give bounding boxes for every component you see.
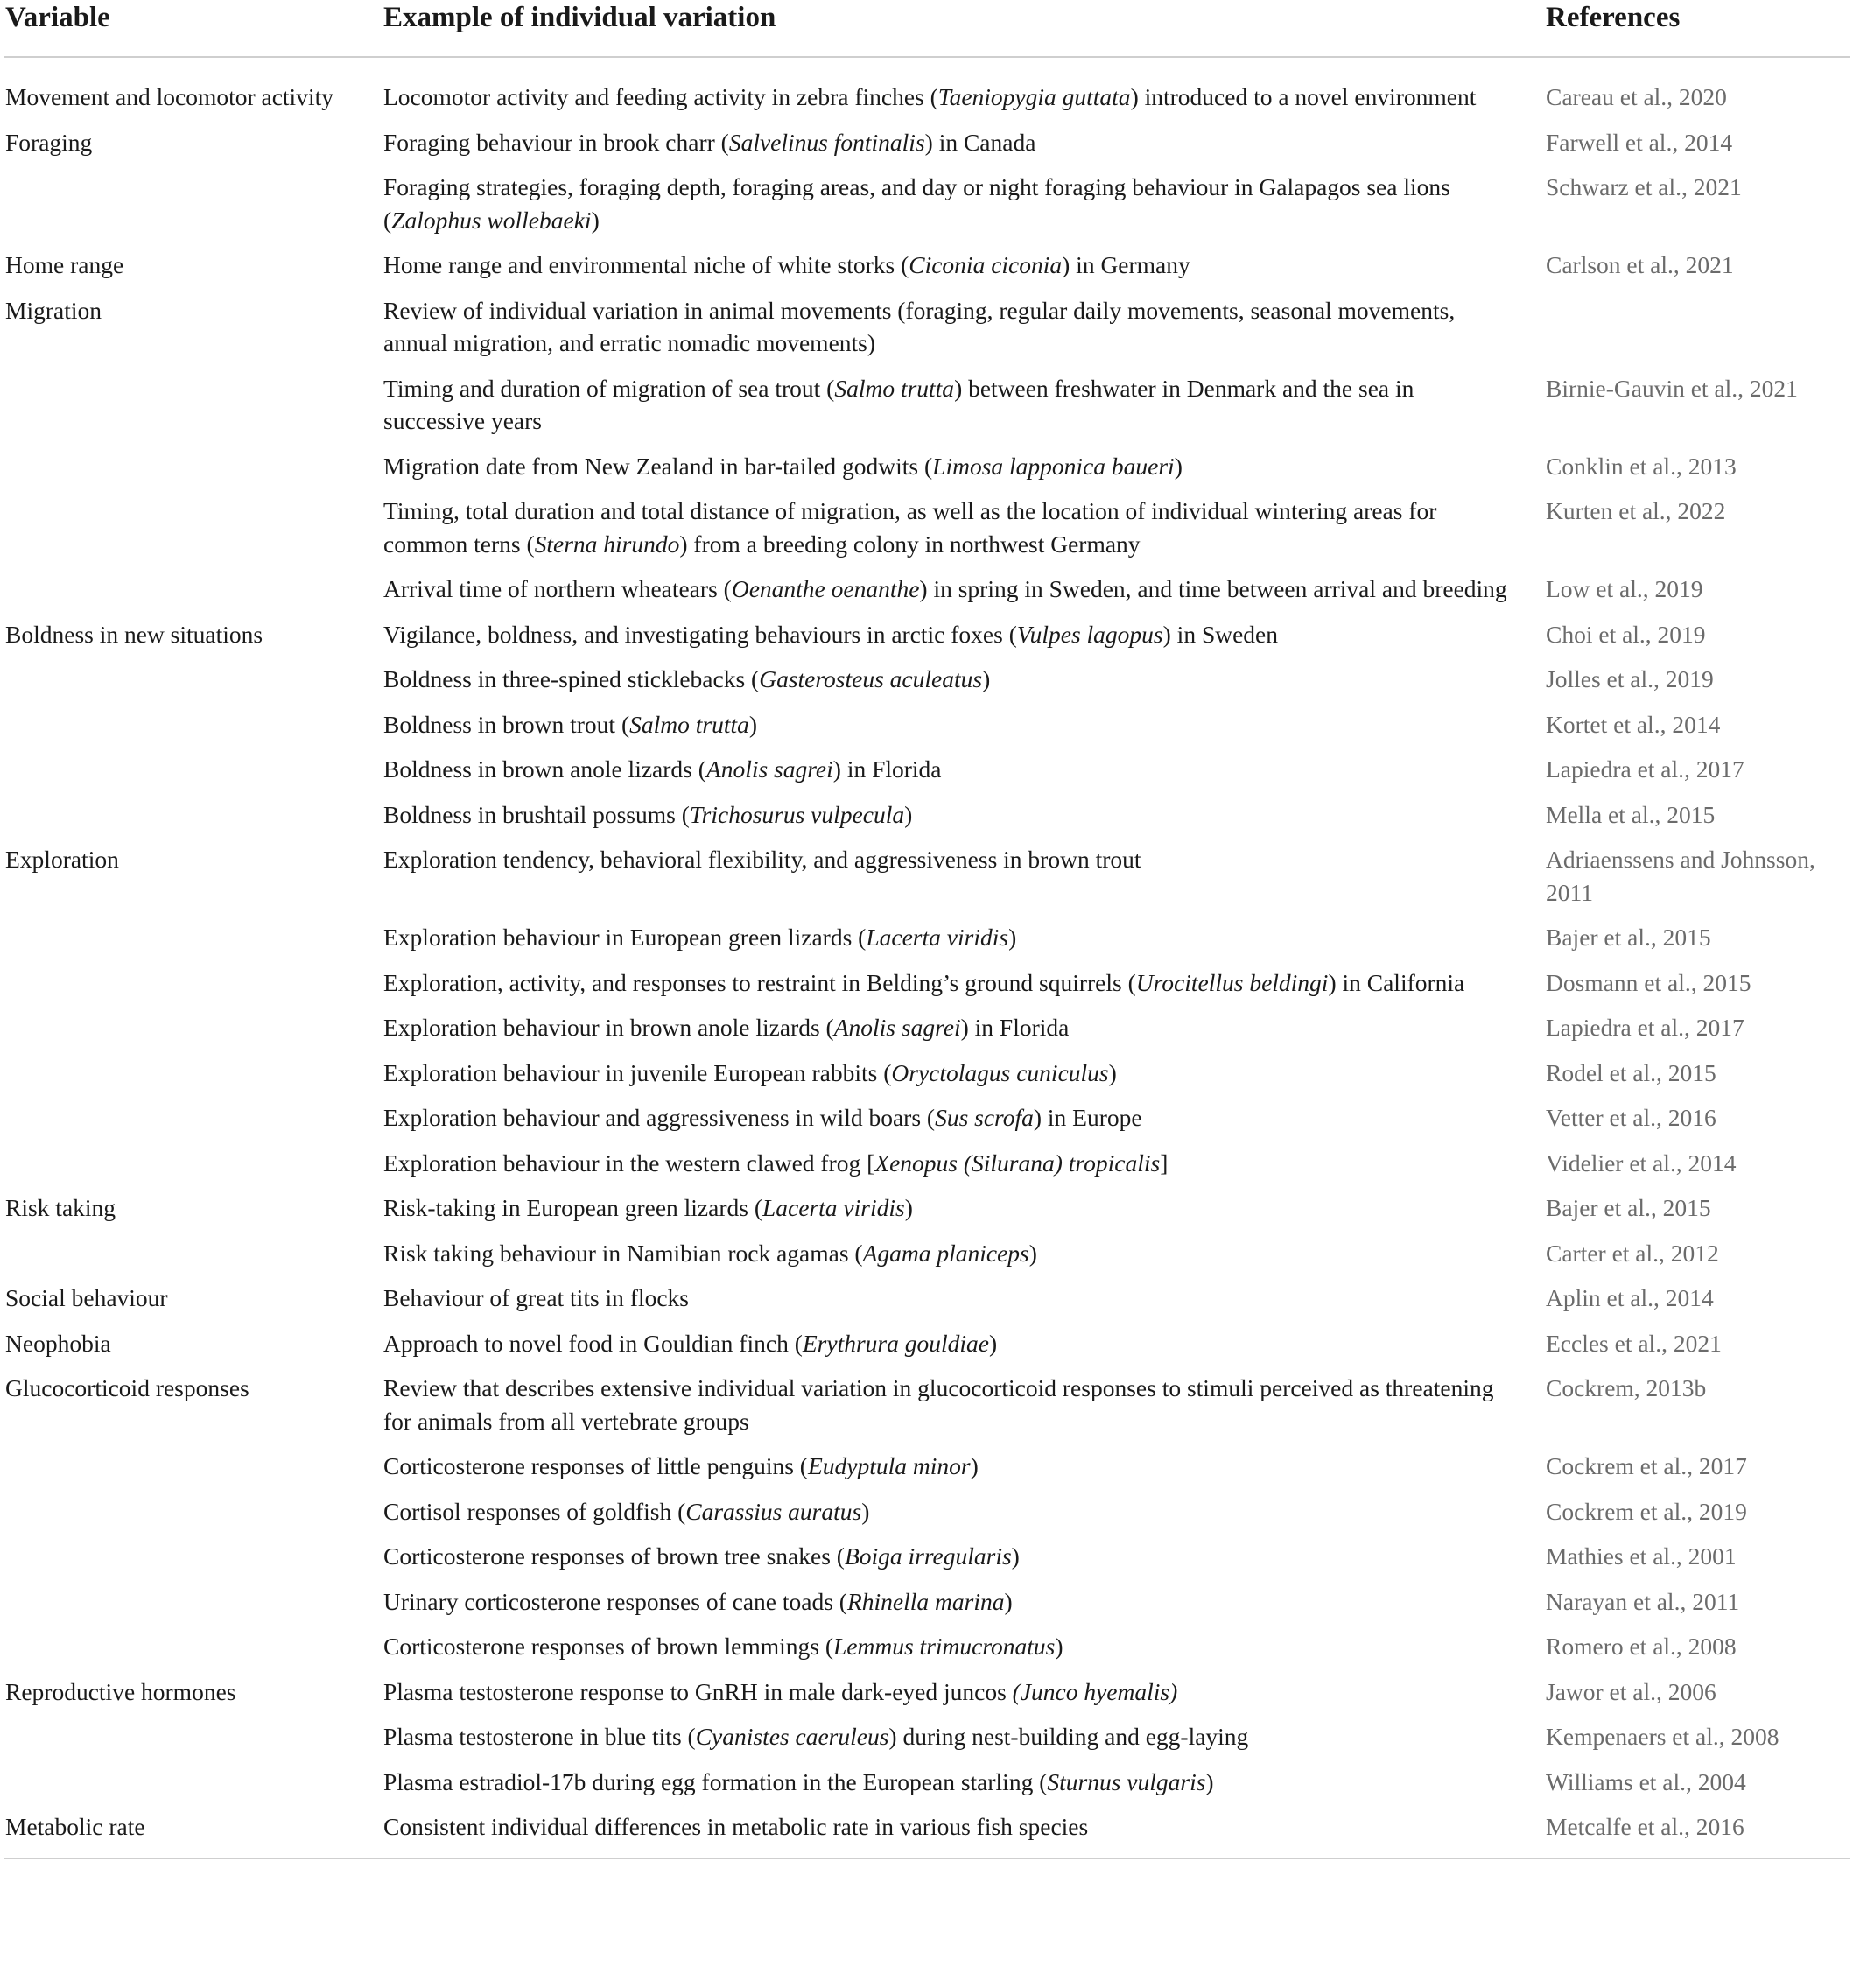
variable-cell — [4, 914, 382, 959]
example-cell — [382, 1713, 1544, 1759]
example-cell — [382, 57, 1544, 119]
variable-cell — [4, 1759, 382, 1804]
example-cell — [382, 1140, 1544, 1185]
reference-cell: Vetter et al., 2016 — [1546, 1104, 1716, 1131]
example-cell — [382, 1094, 1544, 1140]
example-text-end: ] — [1160, 1149, 1169, 1177]
table-row — [4, 914, 1850, 959]
species-name: Vulpes lagopus — [1016, 620, 1163, 648]
species-name: Agama planiceps — [862, 1239, 1029, 1267]
species-name: Oryctolagus cuniculus — [891, 1058, 1109, 1086]
table-row — [4, 1184, 1850, 1230]
example-cell — [382, 701, 1544, 747]
example-text: Home range and environmental niche of white storks ( — [383, 251, 909, 278]
example-text: Plasma estradiol-17b during egg formation in the European starling ( — [383, 1767, 1048, 1795]
species-name: Lacerta viridis — [762, 1194, 905, 1221]
species-name: Urocitellus beldingi — [1135, 968, 1329, 996]
table-row — [4, 1713, 1850, 1759]
example-cell — [382, 488, 1544, 565]
variable-cell — [4, 791, 382, 837]
species-name: Salvelinus fontinalis — [728, 128, 925, 156]
reference-cell: Birnie-Gauvin et al., 2021 — [1546, 374, 1798, 402]
example-text-end: ) in Sweden — [1162, 620, 1279, 648]
table-row — [4, 1533, 1850, 1578]
example-text-end: ) — [1004, 1587, 1013, 1615]
table-row — [4, 443, 1850, 488]
example-cell — [382, 164, 1544, 242]
example-text: Risk taking behaviour in Namibian rock agamas ( — [383, 1239, 863, 1267]
table-body — [4, 57, 1850, 1858]
reference-cell: Dosmann et al., 2015 — [1546, 968, 1751, 996]
example-text: Corticosterone responses of little penguins ( — [383, 1452, 808, 1479]
species-name: Salmo trutta — [629, 710, 749, 738]
species-name: Zalophus wollebaeki — [391, 206, 592, 234]
example-text: Boldness in brown trout ( — [383, 710, 630, 738]
example-text-end: ) — [970, 1452, 979, 1479]
example-text-end: ) in Canada — [924, 128, 1036, 156]
example-text-end: ) — [1205, 1767, 1214, 1795]
variable-cell: Glucocorticoid responses — [5, 1374, 249, 1401]
example-text: Exploration behaviour in European green lizards ( — [383, 924, 867, 951]
reference-cell: Williams et al., 2004 — [1546, 1767, 1746, 1795]
table-row — [4, 701, 1850, 747]
variable-cell — [4, 1140, 382, 1185]
example-text: Exploration behaviour in brown anole lizards ( — [383, 1014, 834, 1041]
example-text: Boldness in brown anole lizards ( — [383, 755, 706, 783]
variable-cell — [4, 656, 382, 701]
example-text: Boldness in brushtail possums ( — [383, 800, 690, 828]
variable-cell — [4, 365, 382, 443]
table-row — [4, 1004, 1850, 1050]
variable-cell: Metabolic rate — [4, 1803, 382, 1858]
example-cell — [382, 242, 1544, 287]
reference-cell: Low et al., 2019 — [1546, 575, 1703, 602]
example-cell — [382, 1488, 1544, 1534]
variable-cell — [4, 1443, 382, 1488]
example-cell — [382, 1004, 1544, 1050]
variable-cell: Home range — [5, 251, 124, 278]
variable-cell — [4, 565, 382, 611]
example-text: Corticosterone responses of brown lemmings ( — [383, 1633, 834, 1660]
table-row — [4, 611, 1850, 657]
example-text: Exploration behaviour in juvenile European rabbits ( — [383, 1058, 892, 1086]
reference-cell: Cockrem et al., 2019 — [1546, 1497, 1747, 1525]
example-text-end: ) — [748, 710, 758, 738]
table-row — [4, 791, 1850, 837]
example-cell — [382, 443, 1544, 488]
table-row — [4, 656, 1850, 701]
table-row — [4, 119, 1850, 165]
reference-cell: Farwell et al., 2014 — [1546, 128, 1733, 156]
reference-cell: Jawor et al., 2006 — [1546, 1677, 1716, 1705]
example-text-end: ) — [1011, 1542, 1020, 1570]
example-cell — [382, 656, 1544, 701]
table-row — [4, 287, 1850, 365]
example-text-end: ) in Germany — [1062, 251, 1190, 278]
example-text-end: ) from a breeding colony in northwest Germany — [679, 530, 1141, 558]
reference-cell: Videlier et al., 2014 — [1546, 1149, 1737, 1177]
header-example: Example of individual variation — [382, 0, 1544, 57]
example-text: Exploration behaviour in the western clawed frog [ — [383, 1149, 875, 1177]
table-row — [4, 1094, 1850, 1140]
example-text: Foraging behaviour in brook charr ( — [383, 128, 729, 156]
reference-cell: Mella et al., 2015 — [1546, 800, 1716, 828]
variable-cell — [4, 1004, 382, 1050]
example-text-end: ) — [861, 1497, 870, 1525]
species-name: (Junco hyemalis) — [1012, 1677, 1178, 1705]
species-name: Salmo trutta — [834, 374, 955, 402]
example-text: Plasma testosterone response to GnRH in male dark-eyed juncos — [383, 1677, 1013, 1705]
reference-cell: Rodel et al., 2015 — [1546, 1058, 1716, 1086]
variable-cell — [4, 1578, 382, 1624]
reference-cell: Schwarz et al., 2021 — [1546, 173, 1742, 200]
species-name: Cyanistes caeruleus — [695, 1723, 889, 1750]
example-cell — [382, 119, 1544, 165]
species-name: Gasterosteus aculeatus — [759, 665, 983, 692]
example-cell — [382, 365, 1544, 443]
reference-cell: Kortet et al., 2014 — [1546, 710, 1721, 738]
example-text-end: ) — [904, 800, 913, 828]
reference-cell: Cockrem et al., 2017 — [1546, 1452, 1747, 1479]
example-text: Boldness in three-spined sticklebacks ( — [383, 665, 760, 692]
reference-cell: Choi et al., 2019 — [1546, 620, 1706, 648]
table-row — [4, 242, 1850, 287]
reference-cell — [1544, 287, 1850, 365]
example-text: Approach to novel food in Gouldian finch ( — [383, 1329, 803, 1357]
table-row — [4, 959, 1850, 1005]
example-cell — [382, 1803, 1544, 1858]
example-text: Cortisol responses of goldfish ( — [383, 1497, 686, 1525]
species-name: Lemmus trimucronatus — [833, 1633, 1056, 1660]
variable-cell — [4, 1094, 382, 1140]
table-row — [4, 1365, 1850, 1443]
variable-cell — [4, 1050, 382, 1095]
example-cell — [382, 1443, 1544, 1488]
example-text-end: ) in Florida — [832, 755, 942, 783]
example-cell — [382, 836, 1544, 914]
table-row — [4, 1320, 1850, 1366]
species-name: Ciconia ciconia — [909, 251, 1063, 278]
reference-cell: Conklin et al., 2013 — [1546, 452, 1737, 480]
reference-cell: Aplin et al., 2014 — [1546, 1284, 1714, 1311]
reference-cell: Metcalfe et al., 2016 — [1544, 1803, 1850, 1858]
variable-cell: Neophobia — [5, 1329, 111, 1357]
example-text: Consistent individual differences in metabolic rate in various fish species — [383, 1813, 1089, 1840]
reference-cell: Romero et al., 2008 — [1546, 1633, 1737, 1660]
table-row — [4, 488, 1850, 565]
example-text-end: ) — [1055, 1633, 1063, 1660]
species-name: Eudyptula minor — [807, 1452, 971, 1479]
variation-table — [4, 0, 1850, 1859]
example-text: Migration date from New Zealand in bar-tailed godwits ( — [383, 452, 933, 480]
variable-cell: Social behaviour — [5, 1284, 168, 1311]
example-cell — [382, 1623, 1544, 1668]
reference-cell: Cockrem, 2013b — [1546, 1374, 1707, 1401]
example-cell — [382, 1668, 1544, 1714]
example-text: Foraging strategies, foraging depth, foraging areas, and day or night foraging behaviour in Galapagos sea lions ( — [383, 173, 1450, 234]
species-name: Sterna hirundo — [534, 530, 680, 558]
reference-cell: Eccles et al., 2021 — [1546, 1329, 1722, 1357]
example-cell — [382, 565, 1544, 611]
example-cell — [382, 746, 1544, 791]
example-text: Plasma testosterone in blue tits ( — [383, 1723, 696, 1750]
species-name: Oenanthe oenanthe — [731, 575, 920, 602]
variable-cell: Reproductive hormones — [5, 1677, 236, 1705]
variable-cell — [4, 164, 382, 242]
example-cell — [382, 959, 1544, 1005]
example-text: Behaviour of great tits in flocks — [383, 1284, 690, 1311]
variable-cell — [4, 488, 382, 565]
variable-cell: Risk taking — [5, 1194, 116, 1221]
table-row — [4, 1050, 1850, 1095]
species-name: Rhinella marina — [846, 1587, 1005, 1615]
example-text: Timing, total duration and total distance of migration, as well as the location of individual wintering areas for common terns ( — [383, 497, 1437, 558]
example-text: Exploration, activity, and responses to restraint in Belding’s ground squirrels ( — [383, 968, 1136, 996]
table-header — [4, 0, 1850, 57]
table-row — [4, 1488, 1850, 1534]
example-cell — [382, 1533, 1544, 1578]
species-name: Erythrura gouldiae — [802, 1329, 989, 1357]
example-cell — [382, 1275, 1544, 1320]
table-row — [4, 365, 1850, 443]
example-text-end: ) — [988, 1329, 998, 1357]
example-text-end: ) during nest-building and egg-laying — [888, 1723, 1249, 1750]
variable-cell: Boldness in new situations — [5, 620, 263, 648]
table-row — [4, 57, 1850, 119]
example-text-end: ) — [982, 665, 991, 692]
table-row — [4, 1443, 1850, 1488]
example-text-end: ) in California — [1328, 968, 1465, 996]
table-row — [4, 164, 1850, 242]
example-text-end: ) — [591, 206, 600, 234]
example-text-end: ) — [904, 1194, 913, 1221]
species-name: Carassius auratus — [685, 1497, 862, 1525]
example-text: Exploration behaviour and aggressiveness in wild boars ( — [383, 1104, 936, 1131]
table-row — [4, 1578, 1850, 1624]
example-text: Corticosterone responses of brown tree snakes ( — [383, 1542, 845, 1570]
variable-cell: Migration — [5, 296, 102, 324]
header-references: References — [1544, 0, 1850, 57]
example-text: Review that describes extensive individual variation in glucocorticoid responses to stimuli perceived as threatening for animals from all vertebrate groups — [383, 1374, 1494, 1435]
example-cell — [382, 1365, 1544, 1443]
table-row — [4, 836, 1850, 914]
example-text-end: ) — [1008, 924, 1017, 951]
table-row — [4, 565, 1850, 611]
table-row — [4, 1230, 1850, 1275]
example-text-end: ) — [1174, 452, 1183, 480]
table-row — [4, 746, 1850, 791]
species-name: Limosa lapponica baueri — [932, 452, 1175, 480]
species-name: Anolis sagrei — [705, 755, 833, 783]
reference-cell: Careau et al., 2020 — [1546, 83, 1727, 110]
example-text-end: ) in spring in Sweden, and time between arrival and breeding — [919, 575, 1507, 602]
table-row — [4, 1803, 1850, 1858]
example-cell — [382, 287, 1544, 365]
reference-cell: Carter et al., 2012 — [1546, 1239, 1719, 1267]
example-text-end: ) in Europe — [1033, 1104, 1142, 1131]
species-name: Lacerta viridis — [866, 924, 1009, 951]
reference-cell: Lapiedra et al., 2017 — [1546, 755, 1744, 783]
variable-cell: Foraging — [5, 128, 93, 156]
variable-cell — [4, 1713, 382, 1759]
table-row — [4, 1140, 1850, 1185]
species-name: Anolis sagrei — [833, 1014, 961, 1041]
table-row — [4, 1668, 1850, 1714]
example-cell — [382, 1759, 1544, 1804]
header-row — [4, 0, 1850, 57]
species-name: Taeniopygia guttata — [937, 83, 1131, 110]
reference-cell: Bajer et al., 2015 — [1546, 924, 1711, 951]
example-text-end: ) introduced to a novel environment — [1130, 83, 1477, 110]
table-row — [4, 1275, 1850, 1320]
reference-cell: Bajer et al., 2015 — [1546, 1194, 1711, 1221]
reference-cell: Mathies et al., 2001 — [1546, 1542, 1737, 1570]
example-text: Exploration tendency, behavioral flexibility, and aggressiveness in brown trout — [383, 846, 1141, 873]
example-text: Locomotor activity and feeding activity in zebra finches ( — [383, 83, 938, 110]
table-row — [4, 1759, 1850, 1804]
variable-cell: Movement and locomotor activity — [5, 83, 333, 110]
example-text: Risk-taking in European green lizards ( — [383, 1194, 762, 1221]
variable-cell — [4, 443, 382, 488]
example-text: Review of individual variation in animal movements (foraging, regular daily movements, seasonal movements, annual migration, and erratic nomadic movements) — [383, 296, 1456, 356]
reference-cell: Narayan et al., 2011 — [1546, 1587, 1740, 1615]
reference-cell: Adriaenssens and Johnsson, 2011 — [1546, 846, 1815, 906]
species-name: Sus scrofa — [935, 1104, 1034, 1131]
example-cell — [382, 1050, 1544, 1095]
example-text-end: ) between freshwater in Denmark and the sea in successive years — [383, 374, 1414, 434]
example-cell — [382, 914, 1544, 959]
example-cell — [382, 1230, 1544, 1275]
reference-cell: Lapiedra et al., 2017 — [1546, 1014, 1744, 1041]
example-cell — [382, 1320, 1544, 1366]
variable-cell — [4, 746, 382, 791]
variable-cell — [4, 1230, 382, 1275]
example-text: Vigilance, boldness, and investigating behaviours in arctic foxes ( — [383, 620, 1017, 648]
variable-cell — [4, 1533, 382, 1578]
example-cell — [382, 1184, 1544, 1230]
variable-cell — [4, 959, 382, 1005]
example-text: Urinary corticosterone responses of cane toads ( — [383, 1587, 847, 1615]
example-text-end: ) — [1028, 1239, 1037, 1267]
example-cell — [382, 1578, 1544, 1624]
example-text: Arrival time of northern wheatears ( — [383, 575, 732, 602]
table-row — [4, 1623, 1850, 1668]
example-text-end: ) in Florida — [960, 1014, 1070, 1041]
species-name: Trichosurus vulpecula — [689, 800, 905, 828]
example-cell — [382, 791, 1544, 837]
variable-cell — [4, 1623, 382, 1668]
variable-cell: Exploration — [5, 846, 119, 873]
example-text-end: ) — [1108, 1058, 1117, 1086]
example-cell — [382, 611, 1544, 657]
species-name: Xenopus (Silurana) tropicalis — [874, 1149, 1161, 1177]
reference-cell: Jolles et al., 2019 — [1546, 665, 1714, 692]
variable-cell — [4, 1488, 382, 1534]
variable-cell — [4, 701, 382, 747]
example-text: Timing and duration of migration of sea trout ( — [383, 374, 835, 402]
species-name: Sturnus vulgaris — [1047, 1767, 1206, 1795]
reference-cell: Carlson et al., 2021 — [1546, 251, 1734, 278]
reference-cell: Kurten et al., 2022 — [1546, 497, 1726, 524]
header-variable: Variable — [4, 0, 382, 57]
species-name: Boiga irregularis — [844, 1542, 1012, 1570]
reference-cell: Kempenaers et al., 2008 — [1546, 1723, 1779, 1750]
